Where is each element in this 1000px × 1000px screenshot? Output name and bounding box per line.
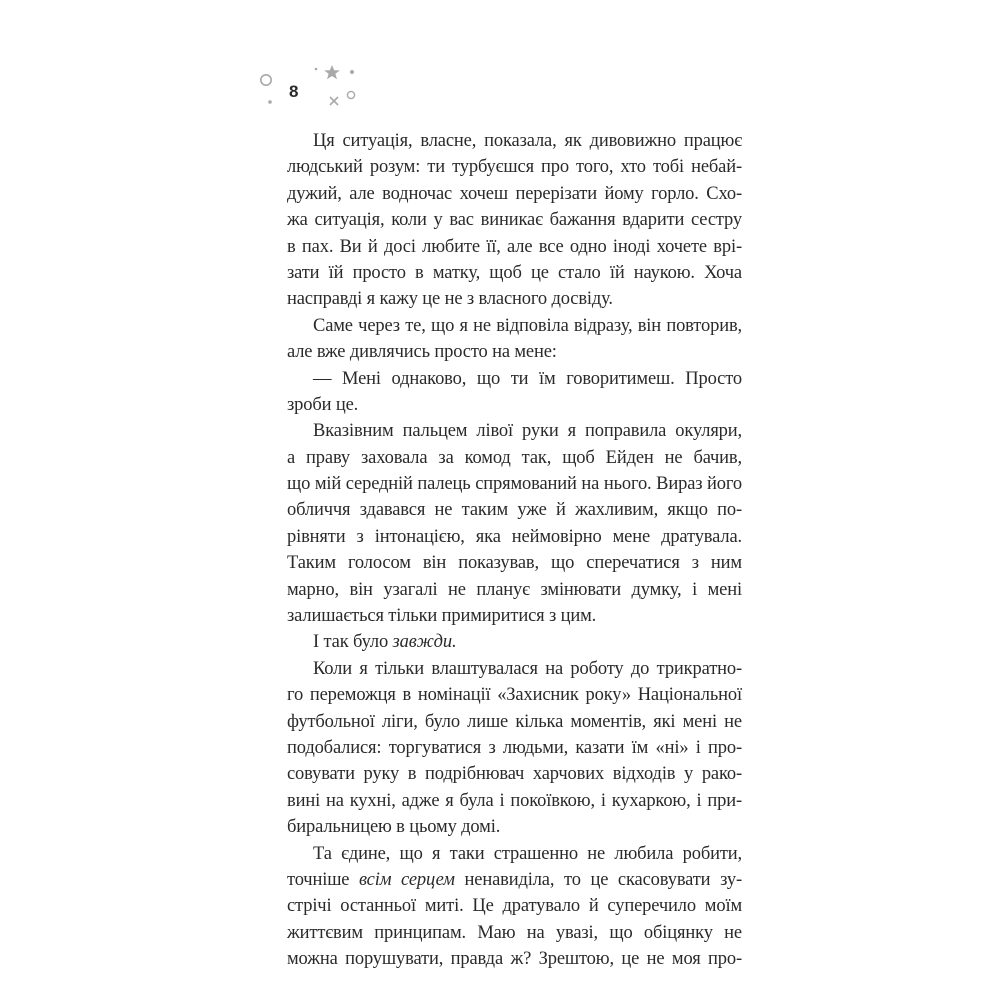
text-line-content: життєвим принципам. Маю на увазі, що обіцянку не xyxy=(287,922,742,943)
text-line xyxy=(287,497,742,523)
star-icon xyxy=(324,65,340,79)
text-line-content: зроби це. xyxy=(287,394,359,415)
text-line xyxy=(287,286,742,312)
text-line xyxy=(287,366,742,392)
text-line xyxy=(287,471,742,497)
text-line xyxy=(287,339,742,365)
text-line-content: подобалися: торгуватися з людьми, казати їм «ні» і про- xyxy=(287,737,742,758)
text-line-content: футбольної ліги, було лише кілька моментів, які мені не xyxy=(287,711,742,732)
text-line xyxy=(287,867,742,893)
text-line-content: але вже дивлячись просто на мене: xyxy=(287,342,557,363)
circle-icon xyxy=(347,91,354,98)
dot-icon xyxy=(350,70,354,74)
text-line-tail: ненавиділа, то це скасовувати зу- xyxy=(454,869,742,890)
text-line-content: марно, він узагалі не планує змінювати думку, і мені xyxy=(287,579,742,600)
text-line xyxy=(287,920,742,946)
text-line xyxy=(287,207,742,233)
text-line xyxy=(287,260,742,286)
text-line-content: обличчя здавався не таким уже й жахливим, якщо по- xyxy=(287,500,742,521)
text-line xyxy=(287,629,742,655)
text-line xyxy=(287,761,742,787)
text-line-content: зати їй просто в матку, щоб це стало їй наукою. Хоча xyxy=(287,262,742,283)
text-line-content: вині на кухні, адже я була і покоївкою, і кухаркою, і при- xyxy=(287,790,742,811)
text-line xyxy=(287,893,742,919)
text-line-content: жа ситуація, коли у вас виникає бажання вдарити сестру xyxy=(287,210,742,231)
text-line-content: — Мені однаково, що ти їм говоритимеш. Просто xyxy=(313,368,742,389)
page-ornament xyxy=(258,60,368,112)
text-line-content: Та єдине, що я таки страшенно не любила робити, xyxy=(313,843,742,864)
text-line-content: що мій середній палець спрямований на нього. Вираз його xyxy=(287,474,742,495)
text-line xyxy=(287,946,742,972)
text-line-content: в пах. Ви й досі любите її, але все одно іноді хочете врі- xyxy=(287,236,742,257)
text-line-content: Саме через те, що я не відповіла відразу, він повторив, xyxy=(313,315,742,336)
text-line xyxy=(287,577,742,603)
text-line xyxy=(287,735,742,761)
text-line-content: Коли я тільки влаштувалася на роботу до трикратно- xyxy=(313,658,742,679)
text-line xyxy=(287,682,742,708)
text-line xyxy=(287,154,742,180)
page-number: 8 xyxy=(289,82,299,101)
text-line-content: стрічі останньої миті. Це дратувало й суперечило моїм xyxy=(287,896,742,917)
text-line-content: І так було xyxy=(313,632,393,653)
text-line xyxy=(287,788,742,814)
text-line xyxy=(287,841,742,867)
text-line-content: го переможця в номінації «Захисник року» Національної xyxy=(287,685,742,706)
dot-icon xyxy=(315,68,318,71)
text-line-content: Вказівним пальцем лівої руки я поправила окуляри, xyxy=(313,421,742,442)
circle-icon xyxy=(261,75,271,85)
cross-icon xyxy=(330,97,338,105)
body-text xyxy=(287,128,742,973)
text-line xyxy=(287,524,742,550)
text-line-content: Ця ситуація, власне, показала, як дивовижно працює xyxy=(313,131,742,151)
text-line xyxy=(287,128,742,154)
text-line-content: биральницею в цьому домі. xyxy=(287,817,501,838)
text-line xyxy=(287,181,742,207)
text-line-content: Таким голосом він показував, що сперечатися з ним xyxy=(287,553,742,574)
text-line xyxy=(287,814,742,840)
text-line-content: залишається тільки примиритися з цим. xyxy=(287,606,597,627)
text-line xyxy=(287,709,742,735)
text-line xyxy=(287,603,742,629)
italic-emphasis: всім серцем xyxy=(359,869,455,890)
text-line-content: людський розум: ти турбуєшся про того, хто тобі небай- xyxy=(287,157,742,178)
dot-icon xyxy=(268,100,272,104)
text-line-content: насправді я кажу це не з власного досвіду. xyxy=(287,289,613,310)
text-line xyxy=(287,313,742,339)
text-line xyxy=(287,445,742,471)
text-line xyxy=(287,392,742,418)
text-line xyxy=(287,234,742,260)
italic-emphasis: завжди. xyxy=(392,632,457,653)
text-line-content: рівняти з інтонацією, яка неймовірно мене дратувала. xyxy=(287,526,742,547)
text-line-content: совувати руку в подрібнювач харчових відходів у рако- xyxy=(287,764,742,785)
text-line-content: дужий, але водночас хочеш перерізати йому горло. Схо- xyxy=(287,183,742,204)
text-line xyxy=(287,418,742,444)
text-line-content: можна порушувати, правда ж? Зрештою, це не моя про- xyxy=(287,949,742,970)
text-line xyxy=(287,550,742,576)
text-line xyxy=(287,656,742,682)
text-line-content: точніше xyxy=(287,869,360,890)
text-line-content: а праву заховала за комод так, щоб Ейден не бачив, xyxy=(287,447,742,468)
